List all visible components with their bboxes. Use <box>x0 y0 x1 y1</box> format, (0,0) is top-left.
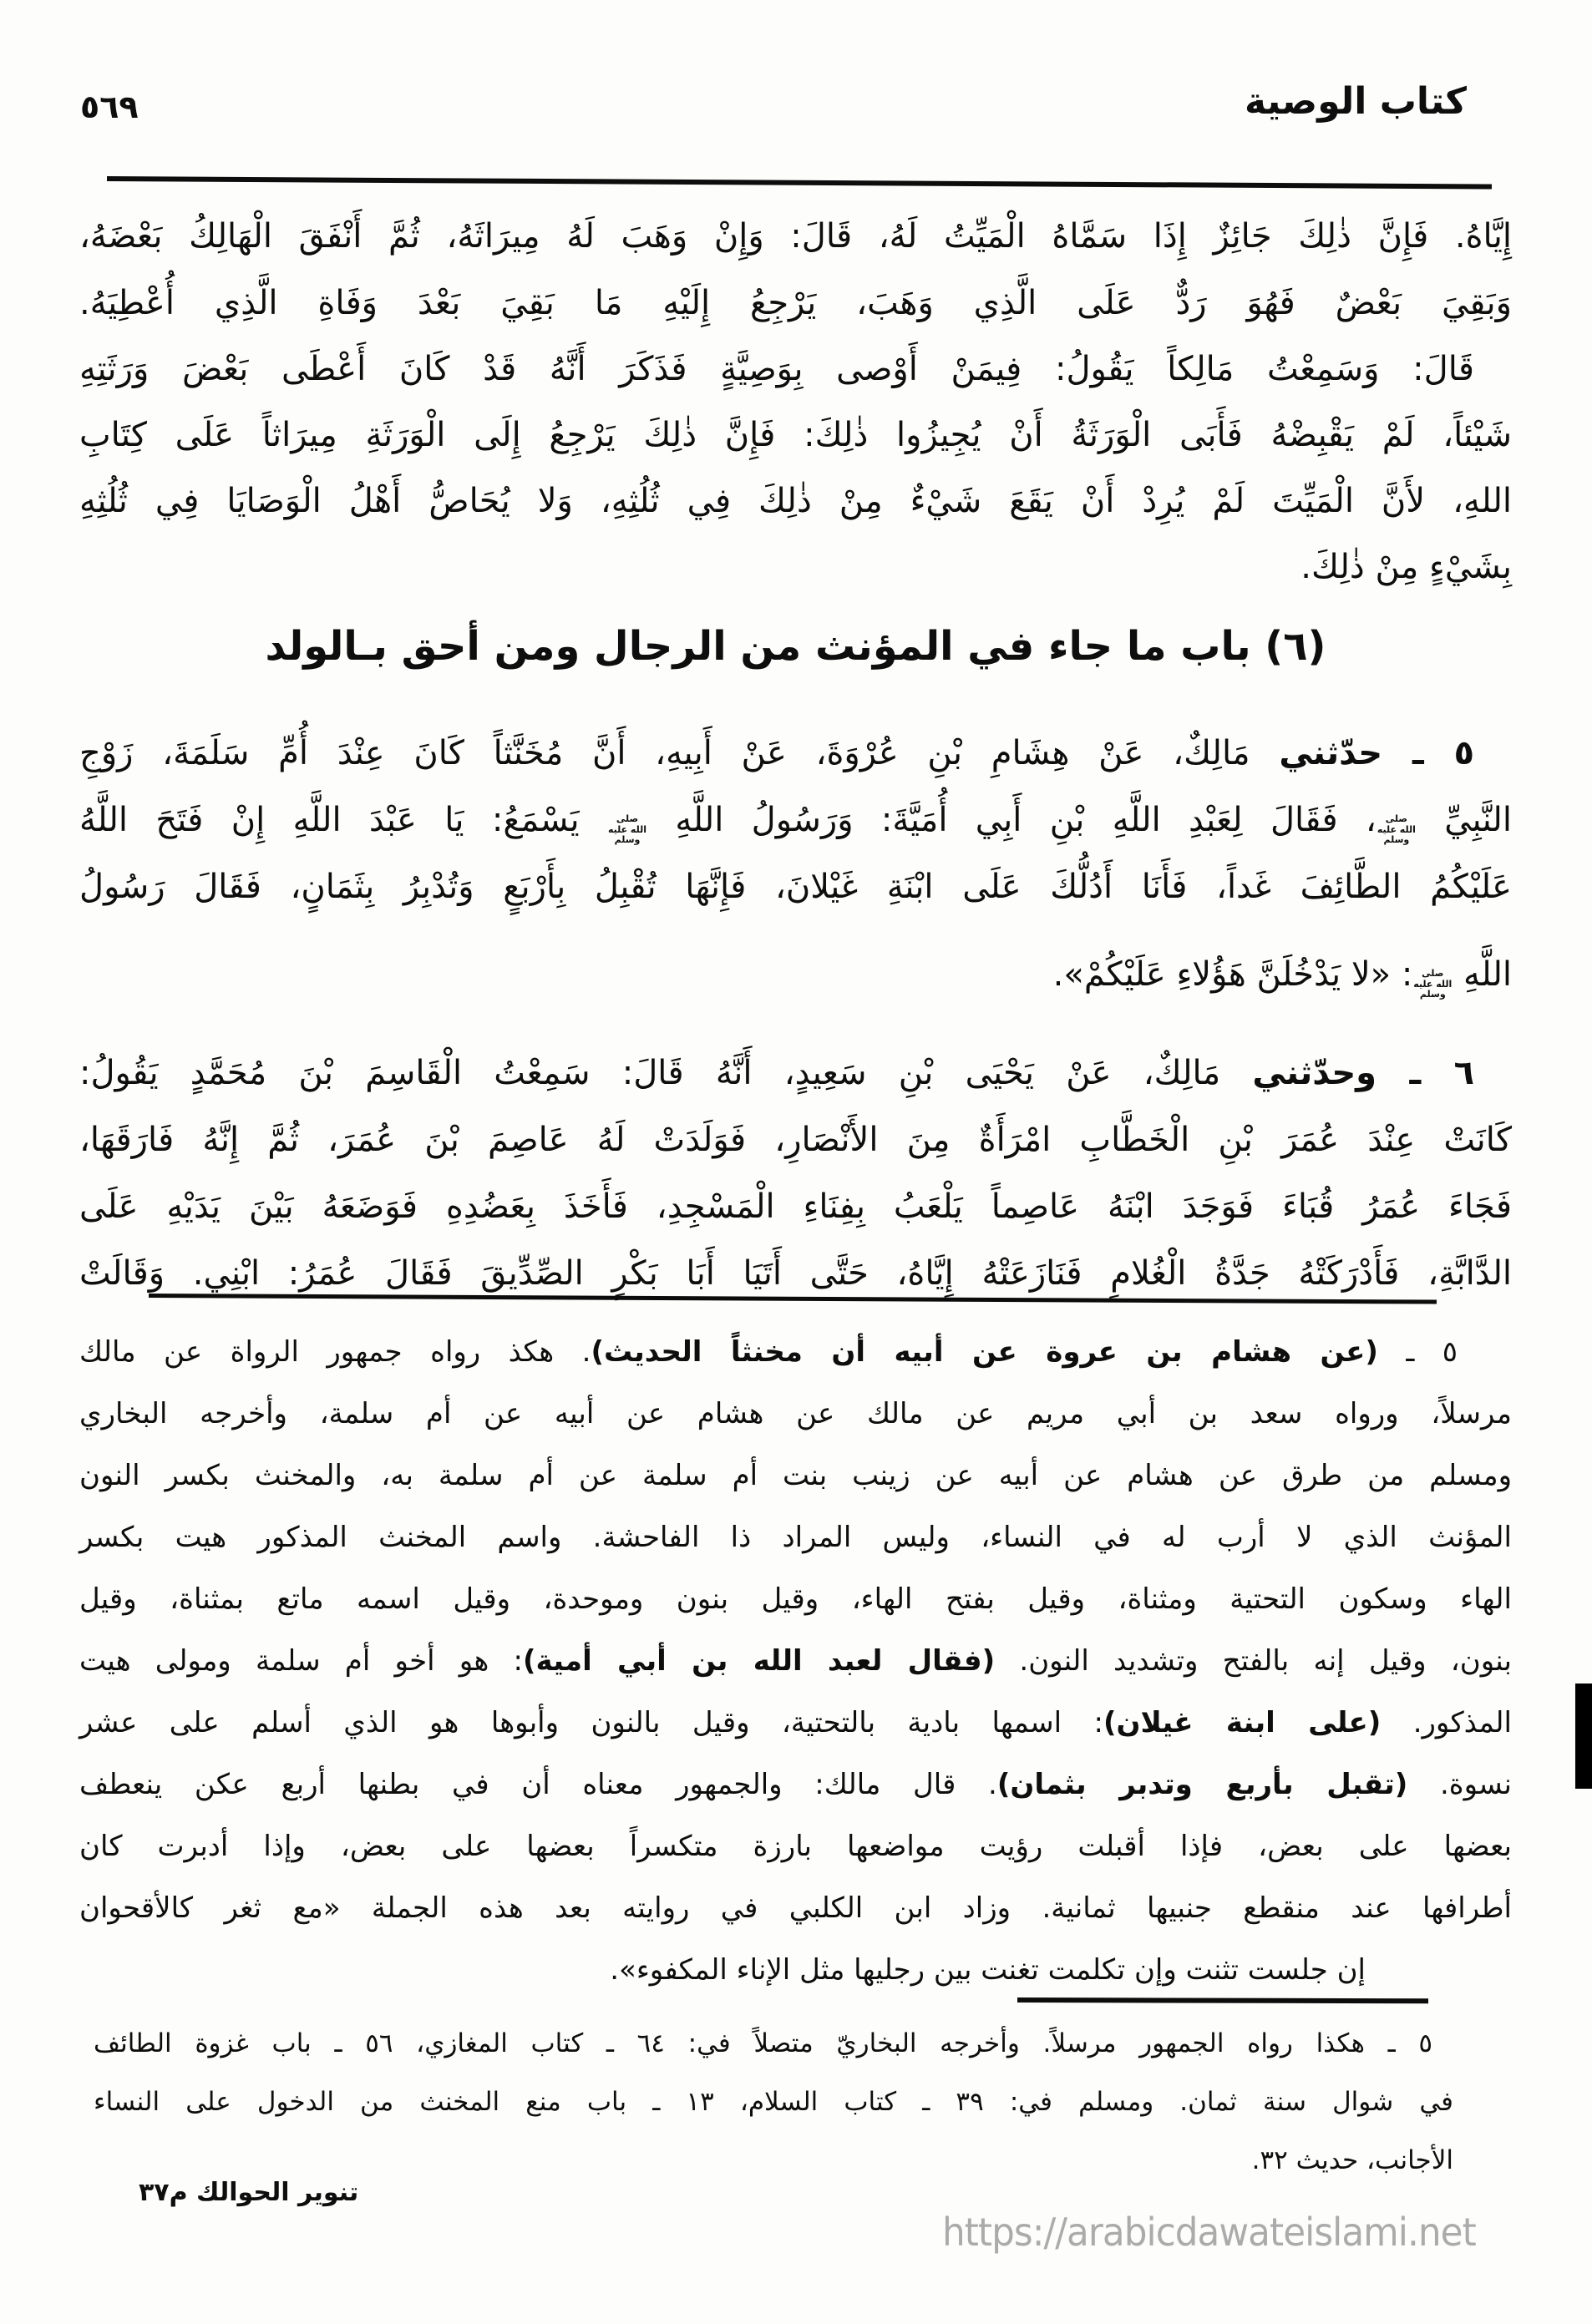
chapter-book-title: كتاب الوصية <box>1245 80 1467 123</box>
watermark-url: https://arabicdawateislami.net <box>942 2210 1476 2255</box>
paragraph-1 <box>79 203 1512 337</box>
text-line <box>79 1630 1512 1692</box>
page-number: ٥٦٩ <box>80 89 139 125</box>
text-line <box>79 1692 1512 1754</box>
text-line: أطرافها عند منقطع جنبيها ثمانية. وزاد ابن الكلبي في روايته بعد هذه الجملة «مع ثغر كالأقحوان <box>79 1891 1512 1925</box>
quoted-lemma: (تقبل بأربع وتدبر بثمان) <box>996 1768 1408 1801</box>
text-line: ٥ ـ هكذا رواه الجمهور مرسلاً. وأخرجه البخاريّ متصلاً في: ٦٤ ـ كتاب المغازي، ٥٦ ـ باب غزوة الطائف <box>94 2028 1432 2058</box>
text-segment: . هكذ رواه جمهور الرواة عن مالك <box>79 1335 591 1369</box>
text-line: عَلَيْكُمُ الطَّائِفَ غَداً، فَأَنَا أَدُلُّكَ عَلَى ابْنَةِ غَيْلانَ، فَإِنَّهَا تُقْبِلُ بِأَرْبَعٍ وَتُدْبِرُ بِثَمَانٍ، فَقَالَ رَسُولُ <box>79 868 1512 906</box>
text-line <box>79 1040 1512 1106</box>
text-segment: مَالِكٌ، عَنْ هِشَامِ بْنِ عُرْوَةَ، عَنْ أَبِيهِ، أَنَّ مُخَنَّثاً كَانَ عِنْدَ أُمِّ سَلَمَةَ، زَوْجِ <box>79 734 1280 772</box>
text-line: بعضها على بعض، فإذا أقبلت رؤيت مواضعها بارزة متكسراً بعضها على بعض، وإذا أدبرت كان <box>79 1830 1512 1863</box>
footnote-section <box>94 2014 1453 2190</box>
text-line: إن جلست تثنت وإن تكلمت تغنت بين رجليها مثل الإناء المكفوء». <box>610 1953 1366 1987</box>
hadith-6 <box>79 1040 1512 1307</box>
text-line <box>79 1321 1512 1383</box>
pbuh-seal-icon: صلى الله عليه وسلم <box>1377 813 1416 845</box>
text-line: في شوال سنة ثمان. ومسلم في: ٣٩ ـ كتاب السلام، ١٣ ـ باب منع المخنث من الدخول على النساء <box>94 2087 1453 2117</box>
text-line: قَالَ: وَسَمِعْتُ مَالِكاً يَقُولُ: فِيمَنْ أَوْصى بِوَصِيَّةٍ فَذَكَرَ أَنَّهُ قَدْ كَانَ أَعْطَى بَعْضَ وَرَثَتِهِ <box>79 350 1474 388</box>
text-line: اللهِ، لأَنَّ الْمَيِّتَ لَمْ يُرِدْ أَنْ يَقَعَ شَيْءٌ مِنْ ذٰلِكَ فِي ثُلُثِهِ، وَلا يُحَاصُّ أَهْلُ الْوَصَايَا فِي ثُلُثِهِ <box>79 482 1512 520</box>
text-line: النَّبِيِّ صلى الله عليه وسلم، فَقَالَ لِعَبْدِ اللَّهِ بْنِ أَبِي أُمَيَّةَ: وَرَسُولُ اللَّهِ صلى الله عليه وسلم يَسْمَعُ: يَا عَبْدَ اللَّهِ إِنْ فَتَحَ اللَّهُ <box>79 801 1512 845</box>
text-line: الدَّابَّةِ، فَأَدْرَكَتْهُ جَدَّةُ الْغُلامِ فَنَازَعَتْهُ إِيَّاهُ، حَتَّى أَتَيَا أَبَا بَكْرٍ الصِّدِّيقَ فَقَالَ عُمَرُ: ابْنِي. وَقَالَتْ <box>79 1254 1512 1293</box>
quoted-lemma: (فقال لعبد الله بن أبي أمية) <box>522 1644 996 1678</box>
footnote-separator-rule <box>1017 1997 1428 2003</box>
paragraph-2 <box>79 337 1512 600</box>
hadith-5 <box>79 720 1512 1008</box>
text-segment: نسوة. <box>1407 1768 1512 1801</box>
chapter-heading: (٦) باب ما جاء في المؤنث من الرجال ومن أحق بـالولد <box>265 623 1326 670</box>
text-line: وَبَقِيَ بَعْضٌ فَهُوَ رَدٌّ عَلَى الَّذِي وَهَبَ، يَرْجِعُ إِلَيْهِ مَا بَقِيَ بَعْدَ وَفَاةِ الَّذِي أُعْطِيَهُ. <box>79 284 1512 322</box>
text-segment: بنون، وقيل إنه بالفتح وتشديد النون. <box>995 1644 1512 1678</box>
text-line: شَيْئاً، لَمْ يَقْبِضْهُ فَأَبَى الْوَرَثَةُ أَنْ يُجِيزُوا ذٰلِكَ: فَإِنَّ ذٰلِكَ يَرْجِعُ إِلَى الْوَرَثَةِ مِيرَاثاً عَلَى كِتَابِ <box>79 416 1512 454</box>
header-rule <box>107 176 1492 190</box>
text-line: مرسلاً، ورواه سعد بن أبي مريم عن مالك عن هشام عن أبيه عن أم سلمة، وأخرجه البخاري <box>79 1397 1512 1430</box>
text-line <box>79 1754 1512 1815</box>
text-line: فَجَاءَ عُمَرُ قُبَاءَ فَوَجَدَ ابْنَهُ عَاصِماً يَلْعَبُ بِفِنَاءِ الْمَسْجِدِ، فَأَخَذَ بِعَضُدِهِ فَوَضَعَهُ بَيْنَ يَدَيْهِ عَلَى <box>79 1187 1512 1226</box>
text-segment: مَالِكٌ، عَنْ يَحْيَى بْنِ سَعِيدٍ، أَنَّهُ قَالَ: سَمِعْتُ الْقَاسِمَ بْنَ مُحَمَّدٍ يَقُولُ: <box>79 1054 1253 1092</box>
quoted-lemma: (على ابنة غيلان) <box>1103 1706 1382 1739</box>
text-line: الأجانب، حديث ٣٢. <box>1251 2145 1453 2175</box>
hadith-number-intro: ٦ ـ وحدّثني <box>1252 1054 1475 1092</box>
text-segment: المذكور. <box>1381 1706 1512 1739</box>
pbuh-seal-icon: صلى الله عليه وسلم <box>1413 968 1453 1000</box>
quoted-lemma: (عن هشام بن عروة عن أبيه أن مخنثاً الحديث) <box>591 1335 1378 1369</box>
text-line: بِشَيْءٍ مِنْ ذٰلِكَ. <box>1300 548 1512 586</box>
text-segment: . قال مالك: والجمهور معناه أن في بطنها أربع عكن ينعطف <box>79 1768 997 1801</box>
commentary-section <box>79 1321 1512 2001</box>
footer-volume-ref: تنوير الحوالك م٣٧ <box>139 2178 359 2207</box>
text-line: ومسلم من طرق عن هشام عن أبيه عن زينب بنت أم سلمة عن أم سلمة به، والمخنث بكسر النون <box>79 1459 1512 1492</box>
text-segment: : اسمها بادية بالتحتية، وقيل بالنون وأبوها هو الذي أسلم على عشر <box>79 1706 1103 1739</box>
text-line: المؤنث الذي لا أرب له في النساء، وليس المراد ذا الفاحشة. واسم المخنث المذكور هيت بكسر <box>79 1521 1512 1554</box>
text-line: الهاء وسكون التحتية ومثناة، وقيل بفتح الهاء، وقيل بنون وموحدة، وقيل اسمه ماتع بمثناة، وقيل <box>79 1582 1512 1616</box>
scan-edge-artifact <box>1575 1684 1592 1789</box>
text-segment: : هو أخو أم سلمة ومولى هيت <box>79 1644 523 1678</box>
hadith-number-intro: ٥ ـ حدّثني <box>1279 734 1475 772</box>
text-line: كَانَتْ عِنْدَ عُمَرَ بْنِ الْخَطَّابِ امْرَأَةٌ مِنَ الأَنْصَارِ، فَوَلَدَتْ لَهُ عَاصِمَ بْنَ عُمَرَ، ثُمَّ إِنَّهُ فَارَقَهَا، <box>79 1121 1512 1159</box>
text-segment: ٥ ـ <box>1377 1335 1458 1369</box>
text-line: اللَّهِ صلى الله عليه وسلم: «لا يَدْخُلَنَّ هَؤُلاءِ عَلَيْكُمْ». <box>1052 955 1512 1000</box>
text-line: إِيَّاهُ. فَإِنَّ ذٰلِكَ جَائِزٌ إِذَا سَمَّاهُ الْمَيِّتُ لَهُ، قَالَ: وَإِنْ وَهَبَ لَهُ مِيرَاثَهُ، ثُمَّ أَنْفَقَ الْهَالِكُ بَعْضَهُ، <box>79 217 1512 256</box>
pbuh-seal-icon: صلى الله عليه وسلم <box>607 813 646 845</box>
text-line <box>79 720 1512 787</box>
